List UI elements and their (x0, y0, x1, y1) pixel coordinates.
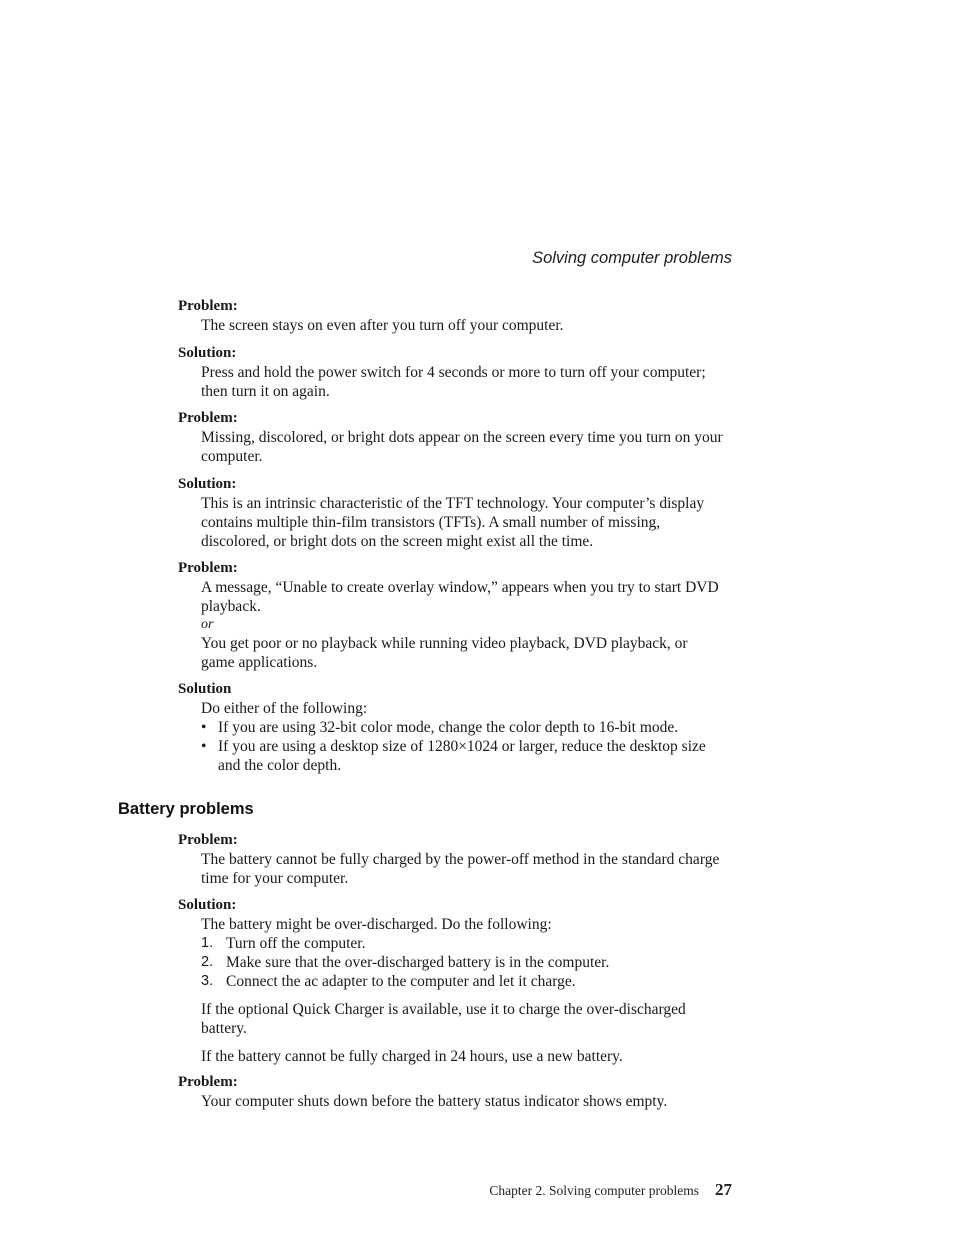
solution-label: Solution: (178, 476, 237, 492)
problem-label: Problem: (178, 832, 238, 848)
or-separator: or (201, 617, 214, 632)
list-item: 3. Connect the ac adapter to the computer and let it charge. (201, 973, 576, 990)
battery-solution-1 (178, 896, 723, 1066)
running-head: Solving computer problems (532, 249, 732, 267)
problem-text: The screen stays on even after you turn off your computer. (201, 317, 564, 334)
battery-problem-2 (178, 1073, 723, 1111)
problem-text: Your computer shuts down before the battery status indicator shows empty. (201, 1093, 668, 1110)
page-footer (489, 1180, 732, 1200)
solution-note: If the battery cannot be fully charged in 24 hours, use a new battery. (201, 1048, 623, 1065)
problem-text-alt: You get poor or no playback while running video playback, DVD playback, or game applications. (201, 635, 688, 671)
display-solution-1 (178, 344, 723, 401)
list-item: • If you are using a desktop size of 1280×1024 or larger, reduce the desktop size and the color depth. (201, 738, 706, 774)
list-item: 2. Make sure that the over-discharged battery is in the computer. (201, 954, 610, 971)
solution-bullet-list (201, 718, 723, 775)
problem-label: Problem: (178, 1074, 238, 1090)
list-item: 1. Turn off the computer. (201, 935, 366, 952)
list-item: • If you are using 32-bit color mode, change the color depth to 16-bit mode. (201, 719, 679, 736)
problem-label: Problem: (178, 560, 238, 576)
problem-label: Problem: (178, 298, 238, 314)
battery-problem-1 (178, 831, 723, 888)
problem-text: Missing, discolored, or bright dots appear on the screen every time you turn on your computer. (201, 429, 723, 465)
page-number: 27 (715, 1180, 732, 1199)
solution-label: Solution: (178, 897, 237, 913)
bullet-icon: • (201, 719, 207, 736)
solution-text: Press and hold the power switch for 4 seconds or more to turn off your computer; then turn it on again. (201, 364, 706, 400)
display-problem-1 (178, 297, 723, 335)
problem-text: A message, “Unable to create overlay window,” appears when you try to start DVD playback. (201, 579, 719, 615)
footer-chapter: Chapter 2. Solving computer problems (489, 1183, 699, 1198)
solution-steps-list (201, 934, 723, 991)
display-solution-2 (178, 475, 723, 551)
solution-label: Solution (178, 681, 232, 697)
problem-label: Problem: (178, 410, 238, 426)
solution-text: This is an intrinsic characteristic of the TFT technology. Your computer’s display contains multiple thin-film transistors (TFTs). A small number of missing, discolored, or bright dots on the screen might exist all the time. (201, 495, 705, 550)
solution-note: If the optional Quick Charger is available, use it to charge the over-discharged battery. (201, 1001, 686, 1037)
solution-intro: The battery might be over-discharged. Do the following: (201, 916, 552, 933)
section-heading: Battery problems (118, 800, 254, 818)
display-problem-2 (178, 409, 723, 466)
bullet-icon: • (201, 738, 207, 755)
display-solution-3 (178, 680, 723, 775)
display-problem-3 (178, 559, 723, 672)
solution-label: Solution: (178, 345, 237, 361)
solution-intro: Do either of the following: (201, 700, 368, 717)
problem-text: The battery cannot be fully charged by the power-off method in the standard charge time for your computer. (201, 851, 720, 887)
